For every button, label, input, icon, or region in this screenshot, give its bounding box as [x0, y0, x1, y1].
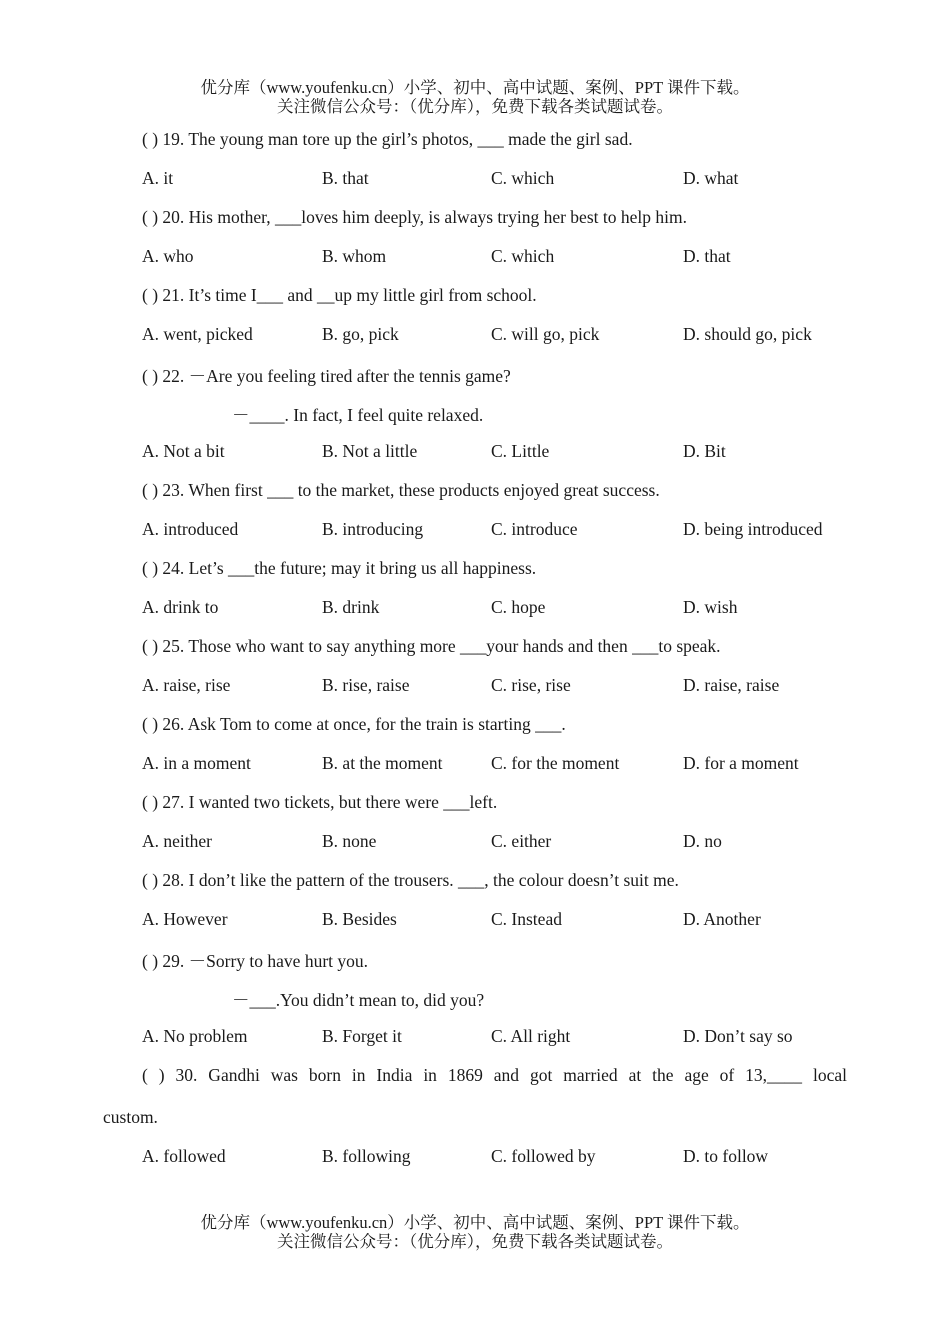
question-stem: ( ) 21. It’s time I___ and __up my little girl from school.	[142, 285, 537, 305]
question-stem: ( ) 30. Gandhi was born in India in 1869 and got married at the age of 13,____ local	[142, 1065, 847, 1085]
option-a: A. in a moment	[142, 753, 251, 773]
option-c: C. which	[491, 246, 555, 266]
option-d: D. no	[683, 831, 722, 851]
option-a: A. drink to	[142, 597, 219, 617]
option-d: D. Another	[683, 909, 761, 929]
option-d: D. wish	[683, 597, 738, 617]
question-stem: ( ) 20. His mother, ___loves him deeply, is always trying her best to help him.	[142, 207, 687, 227]
option-c: C. for the moment	[491, 753, 620, 773]
option-b: B. Besides	[322, 909, 397, 929]
option-c: C. will go, pick	[491, 324, 600, 344]
question-stem: ( ) 22. －Are you feeling tired after the tennis game?	[142, 366, 511, 386]
option-d: D. raise, raise	[683, 675, 780, 695]
option-d: D. what	[683, 168, 739, 188]
option-c: C. followed by	[491, 1146, 596, 1166]
option-d: D. should go, pick	[683, 324, 812, 344]
page-header	[0, 78, 950, 116]
option-b: B. at the moment	[322, 753, 443, 773]
option-d: D. for a moment	[683, 753, 799, 773]
option-c: C. All right	[491, 1026, 571, 1046]
question-stem: ( ) 24. Let’s ___the future; may it bring us all happiness.	[142, 558, 537, 578]
question-stem: ( ) 29. －Sorry to have hurt you.	[142, 951, 369, 971]
option-a: A. neither	[142, 831, 212, 851]
option-b: B. none	[322, 831, 377, 851]
question-response: －____. In fact, I feel quite relaxed.	[232, 405, 484, 425]
option-a: A. raise, rise	[142, 675, 231, 695]
option-a: A. introduced	[142, 519, 239, 539]
option-a: A. went, picked	[142, 324, 253, 344]
question-response: －___.You didn’t mean to, did you?	[232, 990, 485, 1010]
question-stem: ( ) 26. Ask Tom to come at once, for the train is starting ___.	[142, 714, 566, 734]
option-b: B. that	[322, 168, 369, 188]
option-c: C. hope	[491, 597, 546, 617]
option-a: A. it	[142, 168, 174, 188]
option-b: B. following	[322, 1146, 411, 1166]
question-stem: ( ) 25. Those who want to say anything more ___your hands and then ___to speak.	[142, 636, 721, 656]
option-d: D. that	[683, 246, 731, 266]
question-stem: ( ) 28. I don’t like the pattern of the trousers. ___, the colour doesn’t suit me.	[142, 870, 679, 890]
footer-line-2: 关注微信公众号：（优分库），免费下载各类试题试卷。	[277, 1232, 673, 1251]
option-b: B. drink	[322, 597, 380, 617]
question-stem: ( ) 27. I wanted two tickets, but there were ___left.	[142, 792, 498, 812]
question-stem: ( ) 23. When first ___ to the market, these products enjoyed great success.	[142, 480, 660, 500]
question-stem-continued: custom.	[103, 1107, 158, 1127]
option-d: D. Bit	[683, 441, 726, 461]
option-b: B. go, pick	[322, 324, 399, 344]
option-d: D. being introduced	[683, 519, 823, 539]
option-b: B. Not a little	[322, 441, 418, 461]
page-footer	[0, 1213, 950, 1251]
option-a: A. However	[142, 909, 228, 929]
option-c: C. Instead	[491, 909, 562, 929]
footer-line-1: 优分库（www.youfenku.cn）小学、初中、高中试题、案例、PPT 课件下载。	[200, 1213, 750, 1232]
option-c: C. which	[491, 168, 555, 188]
option-b: B. whom	[322, 246, 387, 266]
question-stem: ( ) 19. The young man tore up the girl’s photos, ___ made the girl sad.	[142, 129, 633, 149]
option-c: C. Little	[491, 441, 550, 461]
option-b: B. Forget it	[322, 1026, 402, 1046]
option-a: A. followed	[142, 1146, 226, 1166]
header-line-2: 关注微信公众号：（优分库），免费下载各类试题试卷。	[277, 97, 673, 116]
option-a: A. who	[142, 246, 194, 266]
option-d: D. Don’t say so	[683, 1026, 793, 1046]
option-a: A. Not a bit	[142, 441, 225, 461]
option-c: C. introduce	[491, 519, 578, 539]
option-c: C. rise, rise	[491, 675, 571, 695]
option-b: B. introducing	[322, 519, 424, 539]
option-c: C. either	[491, 831, 552, 851]
option-b: B. rise, raise	[322, 675, 410, 695]
header-line-1: 优分库（www.youfenku.cn）小学、初中、高中试题、案例、PPT 课件下载。	[200, 78, 750, 97]
option-d: D. to follow	[683, 1146, 769, 1166]
option-a: A. No problem	[142, 1026, 248, 1046]
